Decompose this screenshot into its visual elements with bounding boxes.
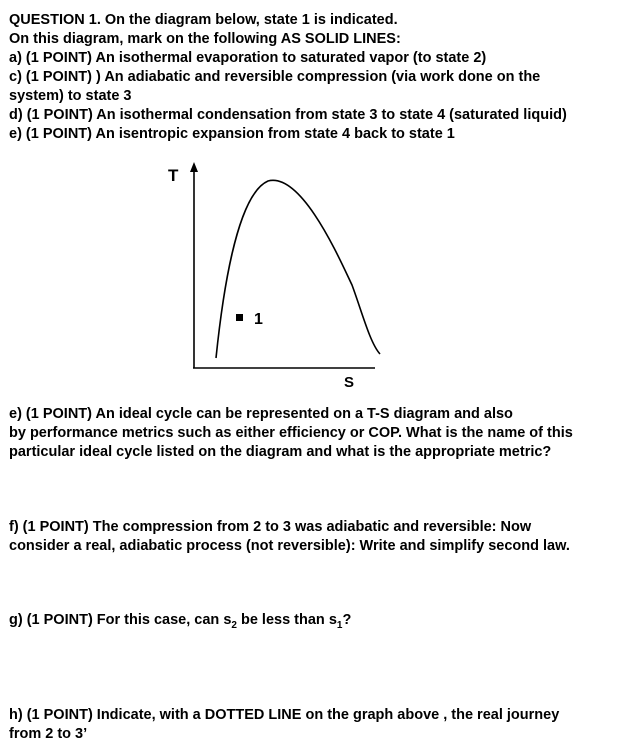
- question-e-line3: particular ideal cycle listed on the diagram and what is the appropriate metric?: [9, 444, 552, 460]
- question-f-line2: consider a real, adiabatic process (not reversible): Write and simplify second law.: [9, 538, 570, 554]
- part-e-text: e) (1 POINT) An isentropic expansion from state 4 back to state 1: [9, 126, 455, 142]
- saturation-dome-curve: [216, 180, 380, 358]
- state-1-label: 1: [254, 311, 263, 328]
- part-a-text: a) (1 POINT) An isothermal evaporation to saturated vapor (to state 2): [9, 50, 487, 66]
- question-g-subscript-2: 2: [231, 620, 237, 631]
- instruction-text: On this diagram, mark on the following AS SOLID LINES:: [9, 31, 401, 47]
- question-g: [9, 611, 351, 631]
- question-e-line2: by performance metrics such as either efficiency or COP. What is the name of this: [9, 425, 573, 441]
- part-c-text-line1: c) (1 POINT) ) An adiabatic and reversible compression (via work done on the: [9, 69, 541, 85]
- question-title: QUESTION 1. On the diagram below, state 1 is indicated.: [9, 12, 398, 28]
- y-axis-arrow-icon: [190, 162, 198, 172]
- state-1-marker: [236, 314, 243, 321]
- question-f-line1: f) (1 POINT) The compression from 2 to 3 was adiabatic and reversible: Now: [9, 519, 532, 535]
- x-axis-label: S: [344, 374, 355, 391]
- question-g-prefix: g) (1 POINT) For this case, can s: [9, 612, 232, 628]
- part-d-text: d) (1 POINT) An isothermal condensation from state 3 to state 4 (saturated liquid): [9, 107, 567, 123]
- part-c-text-line2: system) to state 3: [9, 88, 132, 104]
- question-h-line2: from 2 to 3’: [9, 726, 88, 742]
- y-axis-label: T: [168, 166, 179, 185]
- question-e-line1: e) (1 POINT) An ideal cycle can be represented on a T-S diagram and also: [9, 406, 513, 422]
- question-h-line1: h) (1 POINT) Indicate, with a DOTTED LINE on the graph above , the real journey: [9, 707, 560, 723]
- question-g-subscript-1: 1: [336, 620, 343, 631]
- question-g-middle: be less than s: [236, 612, 337, 628]
- question-g-suffix: ?: [342, 612, 352, 628]
